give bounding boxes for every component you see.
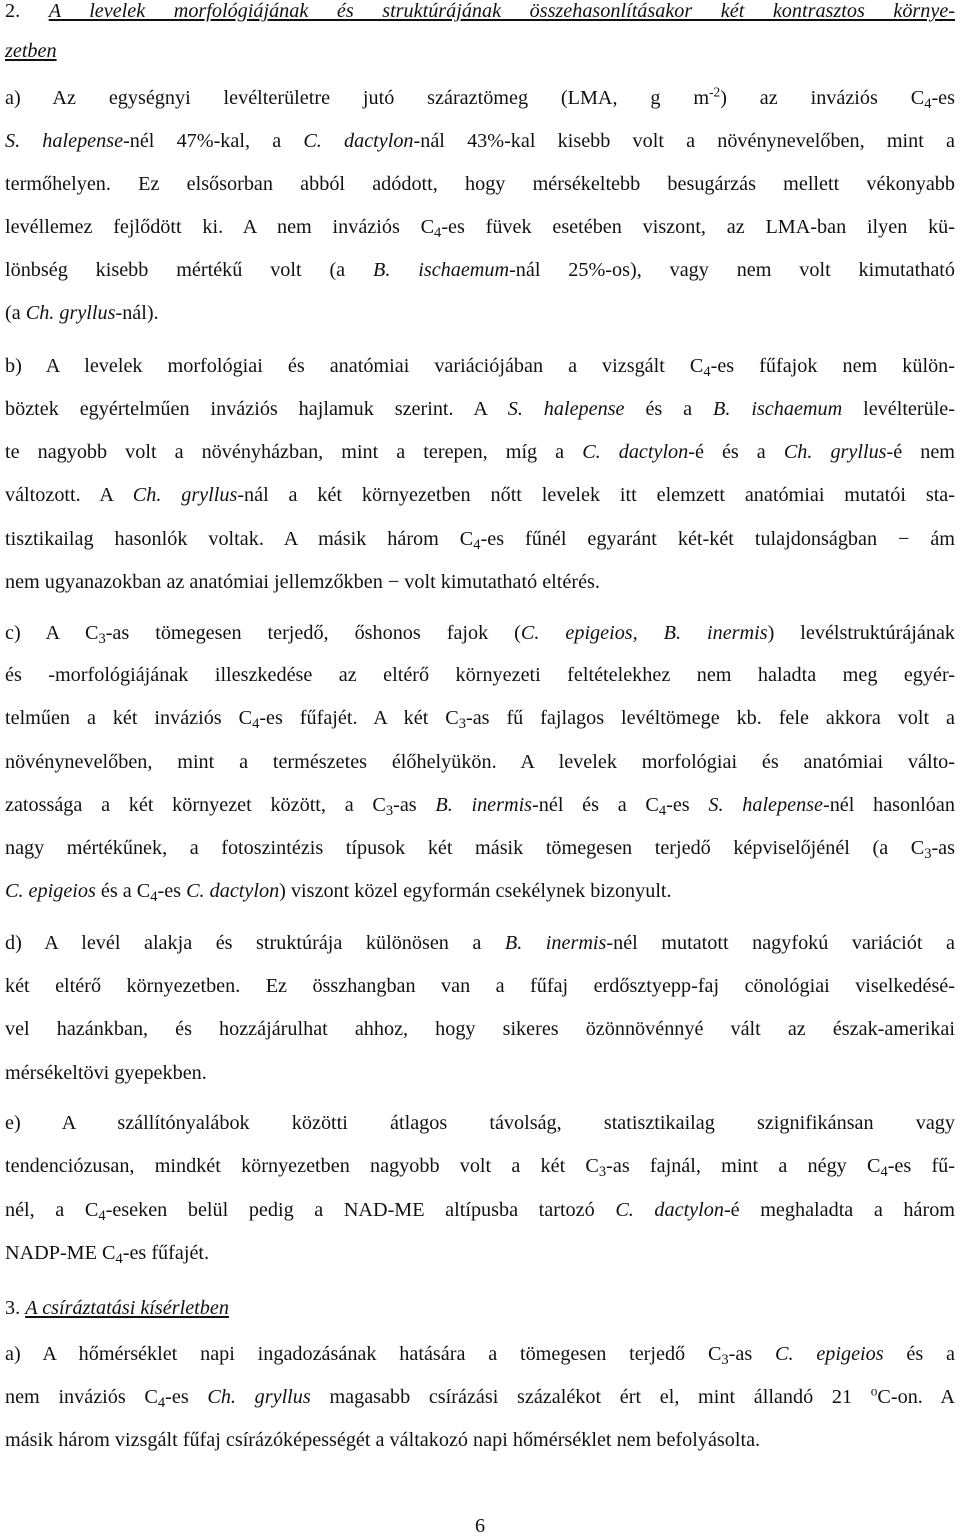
text-line	[5, 482, 955, 508]
text-run: növénynevelőben, mint a természetes élőhelyükön. A levelek morfológiai és anatómiai válto-	[5, 751, 955, 773]
superscript: -2	[709, 84, 721, 100]
text-run: telműen a két inváziós C	[5, 707, 253, 729]
text-run: -nél és a C	[532, 794, 659, 816]
text-line	[5, 1384, 955, 1410]
italic-text: C. epigeios, B. inermis	[520, 622, 768, 644]
text-line	[5, 257, 955, 283]
text-run: -es fű-	[887, 1155, 955, 1177]
italic-text: C. epigeios	[5, 880, 96, 902]
italic-text: B. ischaemum	[713, 398, 843, 420]
text-run: -as	[393, 794, 436, 816]
text-line	[5, 1110, 955, 1136]
text-run: -as	[728, 1343, 776, 1365]
italic-text: S. halepense	[708, 794, 823, 816]
text-run: zatossága a két környezet között, a C	[5, 794, 386, 816]
text-run: -es	[666, 794, 709, 816]
text-run: levéllemez fejlődött ki. A nem inváziós C	[5, 216, 435, 238]
text-run: tendenciózusan, mindkét környezetben nagyobb volt a két C	[5, 1155, 599, 1177]
section-number: 2.	[5, 0, 21, 22]
text-run: (a	[5, 302, 26, 324]
text-run: mérsékeltövi gyepekben.	[5, 1062, 207, 1084]
text-run: másik három vizsgált fűfaj csírázóképességét a váltakozó napi hőmérséklet nem befolyásolta.	[5, 1429, 761, 1451]
text-line	[5, 1153, 955, 1179]
subscript: 3	[721, 1352, 729, 1369]
text-run: d) A levél alakja és struktúrája különösen a	[5, 932, 505, 954]
text-run: -eseken belül pedig a NAD-ME altípusba tartozó	[105, 1199, 616, 1221]
text-run: -nál a két környezetben nőtt levelek itt elemzett anatómiai mutatói sta-	[237, 484, 955, 506]
text-line	[5, 569, 955, 595]
text-line	[5, 705, 955, 731]
text-run: böztek egyértelműen inváziós hajlamuk szerint. A	[5, 398, 508, 420]
page-number: 6	[474, 1515, 486, 1537]
text-line	[5, 128, 955, 154]
italic-text: Ch. gryllus	[783, 441, 887, 463]
text-run: -nél hasonlóan	[822, 794, 955, 816]
text-run: a) Az egységnyi levélterületre jutó száraztömeg (LMA, g m	[5, 87, 710, 109]
text-line	[5, 1240, 955, 1266]
italic-text: C. dactylon	[186, 880, 280, 902]
text-run: ) viszont közel egyformán csekélynek bizonyult.	[279, 880, 672, 902]
text-run: levélterüle-	[842, 398, 955, 420]
text-run: lönbség kisebb mértékű volt (a	[5, 259, 373, 281]
text-line	[5, 878, 955, 904]
italic-text: B. inermis	[504, 932, 607, 954]
subscript: 4	[115, 1251, 123, 1268]
section-title-line-1: A levelek morfológiájának és struktúrájának összehasonlításakor két kontrasztos környe-	[48, 0, 956, 22]
text-run: nem inváziós C	[5, 1386, 158, 1408]
italic-text: C. dactylon	[303, 130, 414, 152]
text-run: -nál 43%-kal kisebb volt a növénynevelőben, mint a	[413, 130, 955, 152]
text-run: -é nem	[886, 441, 955, 463]
text-run: vel hazánkban, és hozzájárulhat ahhoz, hogy sikeres özönnövénnyé vált az észak-amerikai	[5, 1018, 955, 1040]
text-line	[5, 930, 955, 956]
text-run: és -morfológiájának illeszkedése az eltérő környezeti feltételekhez nem haladta meg egyér-	[5, 664, 955, 686]
text-line	[5, 973, 955, 999]
text-line	[5, 1427, 955, 1453]
text-line	[5, 171, 955, 197]
text-run: c) A C	[5, 622, 99, 644]
subscript: 3	[924, 846, 932, 863]
text-run: -es fűfajok nem külön-	[710, 355, 955, 377]
text-run: -es fűfajét.	[122, 1242, 210, 1264]
text-line	[5, 662, 955, 688]
section-number: 3.	[5, 1297, 21, 1319]
italic-text: Ch. gryllus	[132, 484, 238, 506]
text-line	[5, 835, 955, 861]
text-run: -es	[165, 1386, 208, 1408]
subscript: 4	[157, 1395, 166, 1412]
text-run: és a C	[95, 880, 151, 902]
text-run: b) A levelek morfológiai és anatómiai variációjában a vizsgált C	[5, 355, 704, 377]
subscript: 4	[658, 803, 667, 820]
italic-text: C. epigeios	[775, 1343, 884, 1365]
text-run: -es fűnél egyaránt két-két tulajdonságban − ám	[480, 528, 955, 550]
subscript: 4	[150, 889, 158, 906]
text-run: a) A hőmérséklet napi ingadozásának hatására a tömegesen terjedő C	[5, 1343, 722, 1365]
text-run: -nál 25%-os), vagy nem volt kimutatható	[509, 259, 955, 281]
text-line	[5, 1060, 955, 1086]
text-run: -as	[931, 837, 955, 859]
text-run: változott. A	[5, 484, 133, 506]
text-run: ) az inváziós C	[720, 87, 925, 109]
text-run: magasabb csírázási százalékot ért el, mint állandó 21	[310, 1386, 871, 1408]
text-run: C-on. A	[877, 1386, 955, 1408]
text-run: és a	[883, 1343, 955, 1365]
text-line	[5, 526, 955, 552]
subscript: 4	[703, 364, 711, 381]
text-run: tisztikailag hasonlók voltak. A másik három C	[5, 528, 474, 550]
text-run: -as tömegesen terjedő, őshonos fajok (	[105, 622, 521, 644]
superscript: o	[870, 1383, 878, 1399]
text-line	[5, 1016, 955, 1042]
text-line	[5, 214, 955, 240]
text-line	[5, 300, 955, 326]
text-run: két eltérő környezetben. Ez összhangban van a fűfaj erdősztyepp-faj cönológiai viselkedésé-	[5, 975, 955, 997]
subscript: 4	[252, 716, 260, 733]
subscript: 4	[434, 225, 442, 242]
text-run: nél, a C	[5, 1199, 99, 1221]
section-heading-3	[5, 1295, 955, 1321]
text-line	[5, 1341, 955, 1367]
italic-text: Ch. gryllus	[207, 1386, 311, 1408]
italic-text: B. ischaemum	[373, 259, 510, 281]
text-run: -es fűfajét. A két C	[259, 707, 459, 729]
subscript: 4	[473, 537, 481, 554]
subscript: 3	[598, 1164, 607, 1181]
text-line	[5, 1197, 955, 1223]
text-run: -nál).	[115, 302, 159, 324]
text-line	[5, 439, 955, 465]
text-run: -nél mutatott nagyfokú variációt a	[606, 932, 955, 954]
subscript: 4	[98, 1208, 106, 1225]
italic-text: Ch. gryllus	[25, 302, 116, 324]
text-run: nem ugyanazokban az anatómiai jellemzőkben − volt kimutatható eltérés.	[5, 571, 600, 593]
text-line	[5, 396, 955, 422]
section-heading-2-continued	[5, 38, 955, 64]
italic-text: S. halepense	[5, 130, 124, 152]
italic-text: S. halepense	[507, 398, 625, 420]
section-title-line-2: zetben	[5, 40, 57, 62]
subscript: 3	[385, 803, 394, 820]
text-run: te nagyobb volt a növényházban, mint a terepen, míg a	[5, 441, 583, 463]
subscript: 3	[458, 716, 466, 733]
text-line	[5, 749, 955, 775]
text-run: -é és a	[688, 441, 784, 463]
text-line	[5, 85, 955, 111]
text-run: ) levélstruktúrájának	[767, 622, 955, 644]
text-run: -es füvek esetében viszont, az LMA-ban ilyen kü-	[441, 216, 955, 238]
text-run: -es	[157, 880, 187, 902]
text-run: -nél 47%-kal, a	[123, 130, 304, 152]
text-line	[5, 792, 955, 818]
italic-text: C. dactylon	[615, 1199, 724, 1221]
section-title: A csíráztatási kísérletben	[25, 1297, 229, 1319]
text-run: -as fű fajlagos levéltömege kb. fele akkora volt a	[466, 707, 955, 729]
section-heading-2	[5, 0, 955, 24]
text-run: nagy mértékűnek, a fotoszintézis típusok két másik tömegesen terjedő képviselőjénél (a C	[5, 837, 925, 859]
text-run: e) A szállítónyalábok közötti átlagos távolság, statisztikailag szignifikánsan vagy	[5, 1112, 955, 1134]
text-run: -é meghaladta a három	[723, 1199, 955, 1221]
subscript: 4	[924, 96, 932, 113]
italic-text: B. inermis	[435, 794, 533, 816]
text-run: NADP-ME C	[5, 1242, 116, 1264]
italic-text: C. dactylon	[582, 441, 689, 463]
text-run: -as fajnál, mint a négy C	[606, 1155, 881, 1177]
text-run: termőhelyen. Ez elsősorban abból adódott, hogy mérsékeltebb besugárzás mellett vékonyabb	[5, 173, 955, 195]
text-run: -es	[931, 87, 955, 109]
text-run: és a	[624, 398, 714, 420]
subscript: 3	[98, 631, 106, 648]
subscript: 4	[880, 1164, 888, 1181]
text-line	[5, 353, 955, 379]
text-line	[5, 620, 955, 646]
